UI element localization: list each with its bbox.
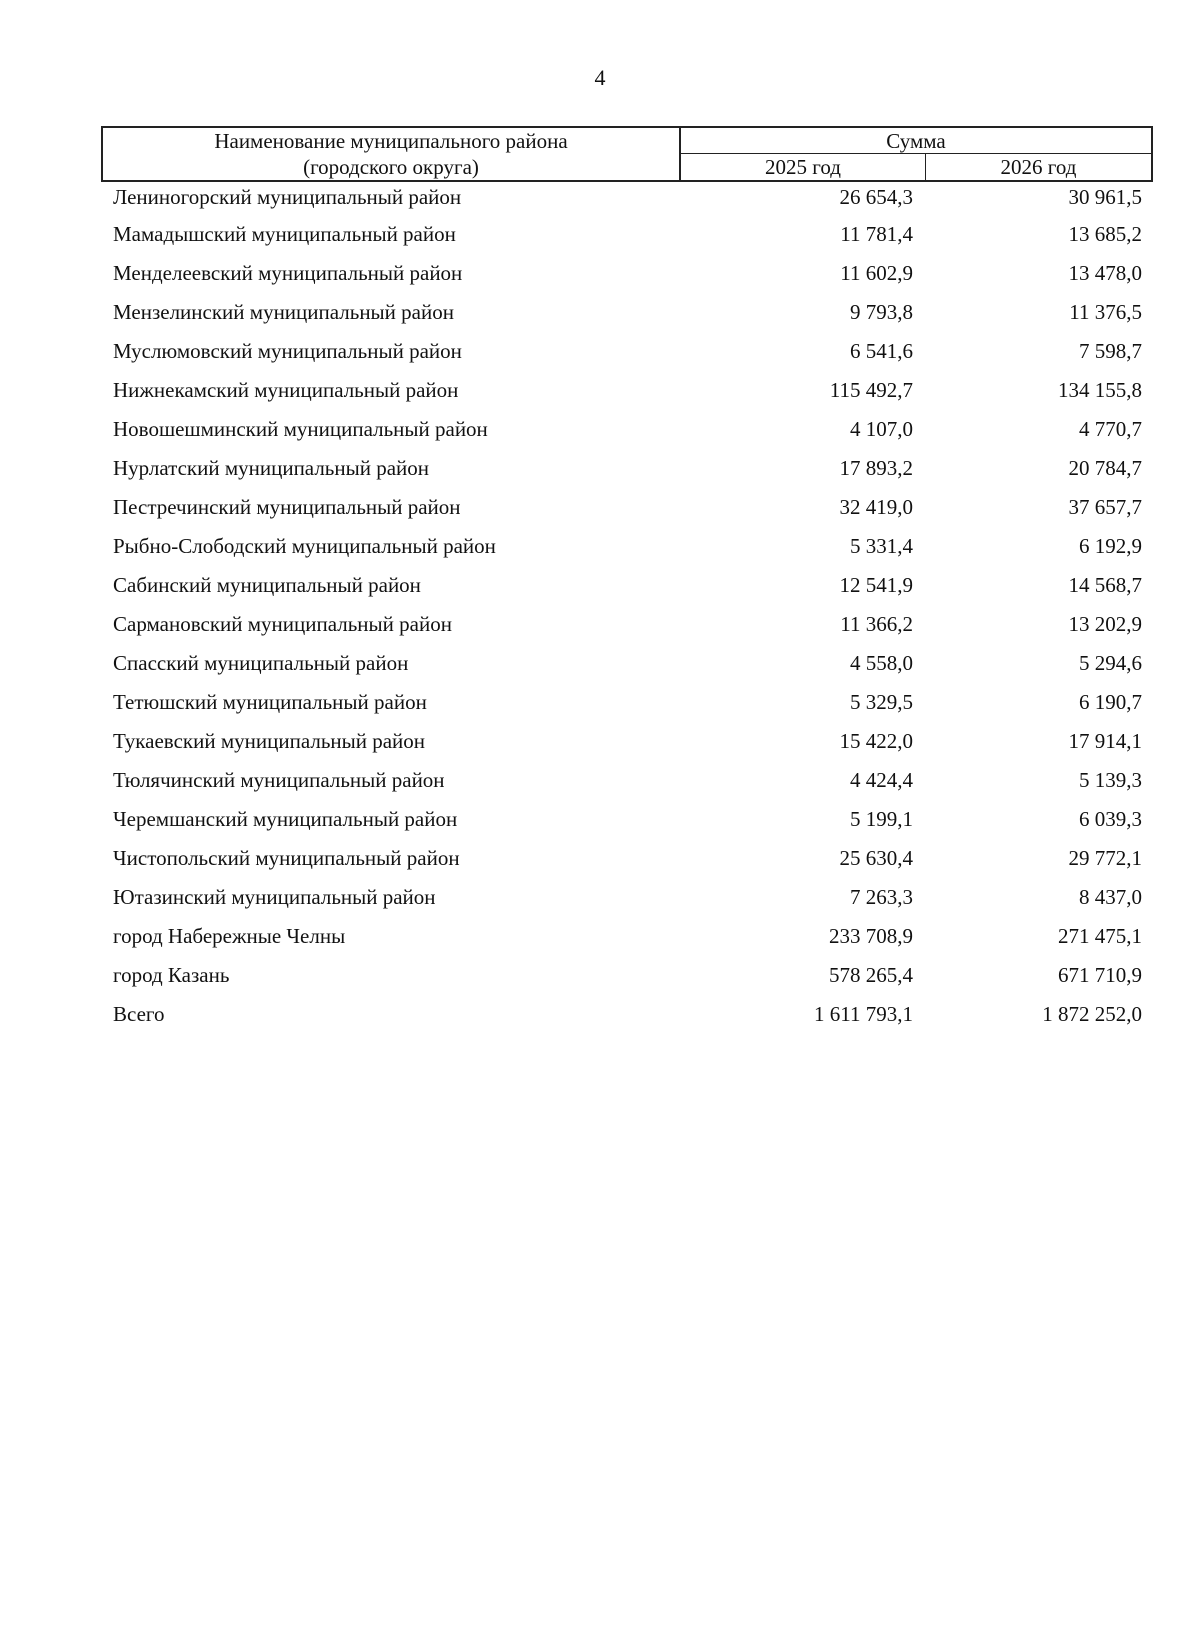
row-value-2026: 6 190,7	[1079, 690, 1142, 714]
row-value-2025: 6 541,6	[850, 339, 913, 363]
row-name: город Казань	[113, 963, 230, 987]
row-name: Тюлячинский муниципальный район	[113, 768, 445, 792]
row-value-2025: 12 541,9	[839, 573, 913, 597]
table-row	[0, 994, 1200, 1033]
row-name: Муслюмовский муниципальный район	[113, 339, 462, 363]
row-value-2026: 30 961,5	[1068, 185, 1142, 209]
row-value-2026: 6 039,3	[1079, 807, 1142, 831]
row-value-2026: 20 784,7	[1068, 456, 1142, 480]
row-name: Мамадышский муниципальный район	[113, 222, 456, 246]
table-row	[0, 643, 1200, 682]
row-value-2026: 5 139,3	[1079, 768, 1142, 792]
row-value-2025: 5 199,1	[850, 807, 913, 831]
row-value-2025: 4 558,0	[850, 651, 913, 675]
row-value-2026: 4 770,7	[1079, 417, 1142, 441]
header-sum: Сумма	[681, 128, 1151, 154]
row-name: Лениногорский муниципальный район	[113, 185, 462, 209]
row-name: Всего	[113, 1002, 165, 1026]
row-name: город Набережные Челны	[113, 924, 346, 948]
row-name: Черемшанский муниципальный район	[113, 807, 458, 831]
table-row	[0, 838, 1200, 877]
row-value-2025: 11 366,2	[840, 612, 913, 636]
header-name-line1: Наименование муниципального района	[214, 129, 568, 153]
row-name: Сармановский муниципальный район	[113, 612, 452, 636]
table-row	[0, 877, 1200, 916]
table-row	[0, 799, 1200, 838]
row-value-2025: 4 107,0	[850, 417, 913, 441]
row-value-2026: 11 376,5	[1069, 300, 1142, 324]
table-row	[0, 292, 1200, 331]
row-value-2026: 271 475,1	[1058, 924, 1142, 948]
table-row	[0, 181, 1200, 214]
row-value-2025: 578 265,4	[829, 963, 913, 987]
row-name: Рыбно-Слободский муниципальный район	[113, 534, 496, 558]
table-row	[0, 526, 1200, 565]
row-value-2026: 1 872 252,0	[1042, 1002, 1142, 1026]
table-row	[0, 682, 1200, 721]
page-number: 4	[594, 65, 606, 90]
row-value-2025: 17 893,2	[839, 456, 913, 480]
row-value-2025: 32 419,0	[839, 495, 913, 519]
row-value-2026: 29 772,1	[1068, 846, 1142, 870]
row-name: Мензелинский муниципальный район	[113, 300, 454, 324]
row-value-2026: 37 657,7	[1068, 495, 1142, 519]
row-value-2025: 7 263,3	[850, 885, 913, 909]
row-value-2026: 13 202,9	[1068, 612, 1142, 636]
row-name: Нижнекамский муниципальный район	[113, 378, 459, 402]
header-year-2025: 2025 год	[681, 154, 926, 180]
table-row	[0, 604, 1200, 643]
row-value-2026: 14 568,7	[1068, 573, 1142, 597]
row-value-2025: 4 424,4	[850, 768, 913, 792]
row-value-2025: 5 331,4	[850, 534, 913, 558]
row-value-2026: 134 155,8	[1058, 378, 1142, 402]
table-row	[0, 916, 1200, 955]
row-name: Новошешминский муниципальный район	[113, 417, 488, 441]
table-header	[101, 126, 1153, 182]
table-row	[0, 448, 1200, 487]
table-row	[0, 760, 1200, 799]
row-value-2026: 6 192,9	[1079, 534, 1142, 558]
table-body	[0, 181, 1200, 1033]
row-value-2026: 7 598,7	[1079, 339, 1142, 363]
table-row	[0, 331, 1200, 370]
row-value-2025: 11 602,9	[840, 261, 913, 285]
row-name: Тетюшский муниципальный район	[113, 690, 427, 714]
table-row	[0, 487, 1200, 526]
row-value-2025: 15 422,0	[839, 729, 913, 753]
row-value-2026: 8 437,0	[1079, 885, 1142, 909]
table-row	[0, 955, 1200, 994]
row-value-2026: 17 914,1	[1068, 729, 1142, 753]
header-year-2026: 2026 год	[1000, 155, 1077, 179]
row-name: Менделеевский муниципальный район	[113, 261, 463, 285]
header-name-column	[103, 128, 681, 180]
row-name: Чистопольский муниципальный район	[113, 846, 460, 870]
row-value-2025: 115 492,7	[829, 378, 913, 402]
row-value-2026: 13 685,2	[1068, 222, 1142, 246]
row-name: Сабинский муниципальный район	[113, 573, 421, 597]
row-value-2025: 11 781,4	[840, 222, 913, 246]
row-value-2025: 26 654,3	[839, 185, 913, 209]
table-row	[0, 370, 1200, 409]
table-row	[0, 253, 1200, 292]
table-row	[0, 409, 1200, 448]
row-name: Ютазинский муниципальный район	[113, 885, 436, 909]
row-value-2025: 1 611 793,1	[814, 1002, 913, 1026]
header-name-line2: (городского округа)	[303, 155, 479, 179]
row-value-2025: 9 793,8	[850, 300, 913, 324]
row-value-2025: 5 329,5	[850, 690, 913, 714]
row-value-2026: 5 294,6	[1079, 651, 1142, 675]
row-name: Пестречинский муниципальный район	[113, 495, 461, 519]
row-name: Тукаевский муниципальный район	[113, 729, 426, 753]
row-value-2026: 13 478,0	[1068, 261, 1142, 285]
table-row	[0, 214, 1200, 253]
row-value-2025: 25 630,4	[839, 846, 913, 870]
table-row	[0, 721, 1200, 760]
row-name: Нурлатский муниципальный район	[113, 456, 430, 480]
row-name: Спасский муниципальный район	[113, 651, 409, 675]
row-value-2025: 233 708,9	[829, 924, 913, 948]
row-value-2026: 671 710,9	[1058, 963, 1142, 987]
table-row	[0, 565, 1200, 604]
